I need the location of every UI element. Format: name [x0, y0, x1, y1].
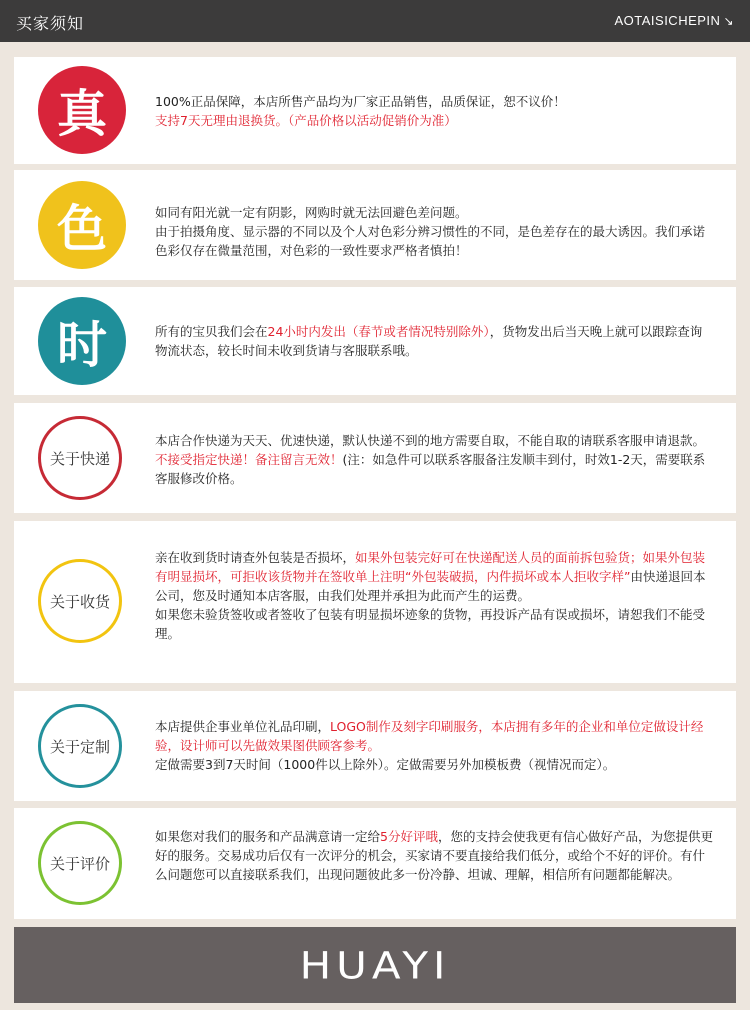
body-text: 定做需要3到7天时间（1000件以上除外）。定做需要另外加模板费（视情况而定）。: [155, 757, 616, 772]
brand-name-text: AOTAISICHEPIN: [614, 13, 721, 28]
highlight-text: 支持7天无理由退换货。（产品价格以活动促销价为准）: [155, 113, 457, 128]
highlight-text: 5分好评哦: [380, 829, 438, 844]
section-color: [14, 170, 736, 280]
badge-review: [38, 821, 122, 905]
body-text: 亲在收到货时请查外包装是否损坏，: [155, 550, 356, 565]
header-bar: [0, 0, 750, 42]
badge-delivery-label: 关于快递: [49, 449, 110, 468]
brand-logo: HUAYI: [299, 942, 451, 988]
body-text: ，货物发出后当天晚上就可以跟踪查询物流状态，较长时间未收到货请与客服联系哦。: [155, 324, 703, 358]
body-text: ，您的支持会使我更有信心做好产品，为您提供更好的服务。交易成功后仅有一次评分的机会，买家请不要直接给我们低分，或给个不好的评价。有什么问题您可以直接联系我们，出现问题彼此多一份冷静、坦诚、理解，相信所有问题都能解决。: [155, 829, 713, 882]
section-color-text: [155, 203, 713, 260]
highlight-text: 24小时内发出（春节或者情况特别除外）: [267, 324, 490, 339]
body-text: (注：如急件可以联系客服备注发顺丰到付，时效1-2天，需要联系客服修改价格。: [155, 452, 706, 486]
page-title: 买家须知: [16, 14, 85, 33]
section-review: [14, 808, 736, 919]
section-receiving-text: [155, 548, 713, 643]
badge-color: [38, 181, 126, 269]
brand-name: [614, 13, 734, 28]
badge-time-label: 时: [57, 316, 107, 374]
section-custom: [14, 691, 736, 801]
badge-receiving: [38, 559, 122, 643]
highlight-text: 不接受指定快递！备注留言无效！: [155, 452, 343, 467]
body-text: 如果您未验货签收或者签收了包装有明显损坏迹象的货物，再投诉产品有误或损坏，请恕我们不能受理。: [155, 607, 706, 641]
badge-time: [38, 297, 126, 385]
body-text: 本店提供企事业单位礼品印刷，: [155, 719, 331, 734]
section-genuine: [14, 57, 736, 164]
body-text: 由于拍摄角度、显示器的不同以及个人对色彩分辨习惯性的不同，是色差存在的最大诱因。我们承诺色彩仅存在微量范围，对色彩的一致性要求严格者慎拍！: [155, 224, 706, 258]
section-review-text: [155, 827, 713, 884]
section-delivery-text: [155, 431, 713, 488]
section-delivery: [14, 403, 736, 513]
badge-custom: [38, 704, 122, 788]
badge-color-label: 色: [57, 200, 107, 258]
body-text: 如同有阳光就一定有阴影，网购时就无法回避色差问题。: [155, 205, 468, 220]
body-text: 由快递退回本公司，您及时通知本店客服，由我们处理并承担为此而产生的运费。: [155, 569, 706, 603]
badge-delivery: [38, 416, 122, 500]
body-text: 100%正品保障，本店所售产品均为厂家正品销售，品质保证，恕不议价！: [155, 94, 566, 109]
arrow-down-right-icon: ↘: [723, 14, 734, 28]
body-text: 所有的宝贝我们会在: [155, 324, 268, 339]
badge-receiving-label: 关于收货: [49, 592, 110, 611]
badge-custom-label: 关于定制: [49, 737, 110, 756]
section-genuine-text: [155, 92, 713, 130]
section-custom-text: [155, 717, 713, 774]
body-text: 如果您对我们的服务和产品满意请一定给: [155, 829, 381, 844]
section-receiving: [14, 521, 736, 683]
highlight-text: LOGO制作及刻字印刷服务，本店拥有多年的企业和单位定做设计经验，设计师可以先做效果图供顾客参考。: [155, 719, 704, 753]
footer-banner: [14, 927, 736, 1003]
badge-genuine: [38, 66, 126, 154]
body-text: 本店合作快递为天天、优速快递，默认快递不到的地方需要自取，不能自取的请联系客服申请退款。: [155, 433, 706, 448]
badge-genuine-label: 真: [57, 85, 107, 143]
section-time-text: [155, 322, 713, 360]
highlight-text: 如果外包装完好可在快递配送人员的面前拆包验货；如果外包装有明显损坏，可拒收该货物并在签收单上注明“外包装破损，内件损坏或本人拒收字样”: [155, 550, 706, 584]
badge-review-label: 关于评价: [49, 854, 110, 873]
section-time: [14, 287, 736, 395]
